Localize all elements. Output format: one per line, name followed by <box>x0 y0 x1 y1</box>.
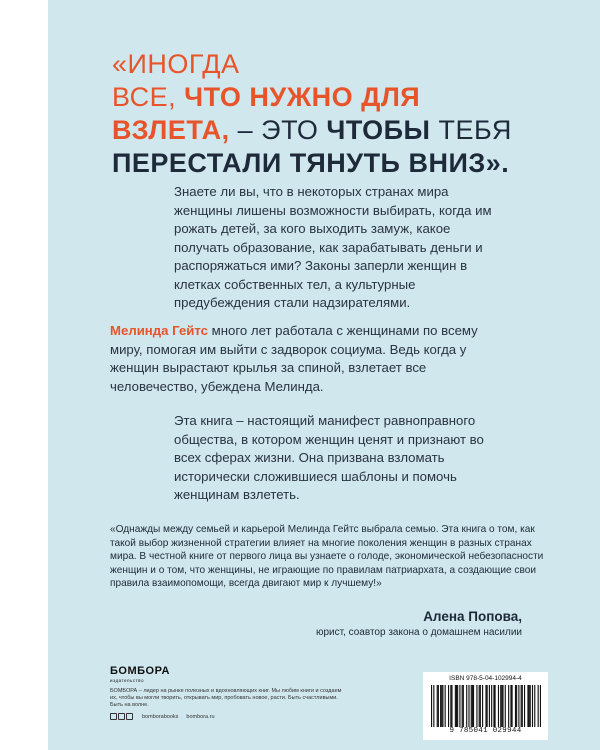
publisher-description: БОМБОРА – лидер на рынке полезных и вдохновляющих книг. Мы любим книги и создаем их, чтобы вы могли творить, открывать мир, пробовать новое, расти. Быть счастливыми. Быть на волне. <box>110 688 342 709</box>
barcode-bar <box>491 685 492 727</box>
social-handle: bomborabooks <box>142 714 179 721</box>
barcode-bar <box>448 685 449 727</box>
vk-icon <box>118 713 125 720</box>
barcode-bar <box>445 685 446 727</box>
barcode-bar <box>500 685 501 727</box>
barcode-image <box>431 685 541 727</box>
social-icons <box>110 713 134 722</box>
headline-line-1 <box>112 48 582 81</box>
headline-line-2 <box>112 81 582 114</box>
paragraph-2-text: много лет работала с женщинами по всему миру, помогая им выйти с задворок социума. Ведь когда у женщин вырастают крылья за спиной, взлетает все человечество, убеждена Мелинда. <box>110 323 478 394</box>
barcode-bar <box>468 685 469 727</box>
headline-text-1: «ИНОГДА <box>112 49 240 79</box>
barcode-bar <box>505 685 506 727</box>
headline-line-4 <box>112 147 582 180</box>
barcode-bar <box>479 685 480 727</box>
publisher-logo-sub: издательство <box>110 678 144 683</box>
barcode-bar <box>442 685 443 727</box>
barcode-bar <box>522 685 523 727</box>
review-author <box>316 609 522 641</box>
barcode-bar <box>501 685 502 727</box>
barcode-bar <box>451 685 452 727</box>
barcode-bar <box>459 685 460 727</box>
barcode-area <box>423 672 548 740</box>
description-paragraph-1: Знаете ли вы, что в некоторых странах мира женщины лишены возможности выбирать, когда им рожать детей, за кого выходить замуж, какое получать образование, как зарабатывать деньги и распоряжаться ими? Законы заперли женщин в клетках собственных тел, а культурные предубеждения стали надзирателями. <box>174 184 492 310</box>
barcode-bar <box>512 685 513 727</box>
headline-text-3d: ТЕБЯ <box>430 115 512 145</box>
barcode-bar <box>456 685 457 727</box>
barcode-bar <box>502 685 503 727</box>
publisher-block <box>110 665 410 722</box>
isbn-label: ISBN 978-5-04-102994-4 <box>449 675 522 682</box>
barcode-bar <box>440 685 441 727</box>
barcode-bar <box>476 685 477 727</box>
barcode-bar <box>529 685 530 727</box>
barcode-digits: 9 785041 029944 <box>449 727 522 735</box>
barcode-bar <box>495 685 496 727</box>
barcode-bar <box>433 685 434 727</box>
barcode-bar <box>498 685 499 727</box>
barcode-bar <box>510 685 511 727</box>
barcode-bar <box>487 685 488 727</box>
barcode-bar <box>485 685 486 727</box>
barcode-bar <box>466 685 467 727</box>
publisher-social <box>110 713 410 722</box>
barcode-bar <box>480 685 481 727</box>
barcode-bar <box>455 685 456 727</box>
review-quote: «Однажды между семьей и карьерой Мелинда Гейтс выбрала семью. Эта книга о том, как такой выбор жизненной стратегии влияет на многие поколения женщин в разных странах мира. В честной книге от первого лица вы узнаете о голоде, экономической небезопасности женщин и о том, что женщины, не играющие по правилам патриархата, а создающие свои правила взаимопомощи, всегда двигают мир к лучшему!» <box>110 524 544 590</box>
publisher-logo: БОМБОРА <box>110 665 170 677</box>
barcode-bar <box>534 685 535 727</box>
barcode-bar <box>450 685 451 727</box>
headline-text-2b: ЧТО НУЖНО ДЛЯ <box>184 82 421 112</box>
instagram-icon <box>110 713 117 720</box>
barcode-bar <box>508 685 509 727</box>
barcode-bar <box>431 685 432 727</box>
barcode-bar <box>462 685 463 727</box>
author-name-highlight: Мелинда Гейтс <box>110 323 209 338</box>
description-paragraph-3: Эта книга – настоящий манифест равноправного общества, в котором женщин ценят и признают во всех сферах жизни. Она призвана взломать исторически сложившиеся шаблоны и помочь женщинам взлететь. <box>174 413 484 502</box>
barcode-bar <box>530 685 531 727</box>
headline-text-3b: – ЭТО <box>237 115 327 145</box>
barcode-bar <box>489 685 490 727</box>
description-paragraph-2 <box>110 322 510 396</box>
barcode-bar <box>482 685 483 727</box>
barcode-bar <box>524 685 525 727</box>
barcode-bar <box>527 685 528 727</box>
barcode-bar <box>472 685 473 727</box>
barcode-bar <box>473 685 474 727</box>
headline-text-3c: ЧТОБЫ <box>326 115 431 145</box>
barcode-bar <box>516 685 517 727</box>
barcode-bar <box>471 685 472 727</box>
publisher-website: bombora.ru <box>186 714 215 721</box>
headline-text-2a: ВСЕ, <box>112 82 185 112</box>
headline-line-3 <box>112 114 582 147</box>
barcode-bar <box>540 685 541 727</box>
review-author-name: Алена Попова, <box>423 609 522 624</box>
barcode-bar <box>515 685 516 727</box>
barcode-bar <box>521 685 522 727</box>
book-back-cover <box>48 0 600 750</box>
barcode-bar <box>463 685 464 727</box>
barcode-bar <box>457 685 458 727</box>
barcode-bar <box>441 685 442 727</box>
barcode-bar <box>538 685 539 727</box>
barcode-bar <box>532 685 533 727</box>
headline-text-4: ПЕРЕСТАЛИ ТЯНУТЬ ВНИЗ». <box>112 148 510 178</box>
barcode-bar <box>518 685 519 727</box>
barcode-bar <box>437 685 438 727</box>
headline-text-3a: ВЗЛЕТА, <box>112 115 238 145</box>
barcode-bar <box>438 685 439 727</box>
telegram-icon <box>126 713 133 720</box>
review-author-title: юрист, соавтор закона о домашнем насилии <box>315 627 522 638</box>
headline-quote <box>112 48 582 180</box>
barcode-bar <box>493 685 494 727</box>
